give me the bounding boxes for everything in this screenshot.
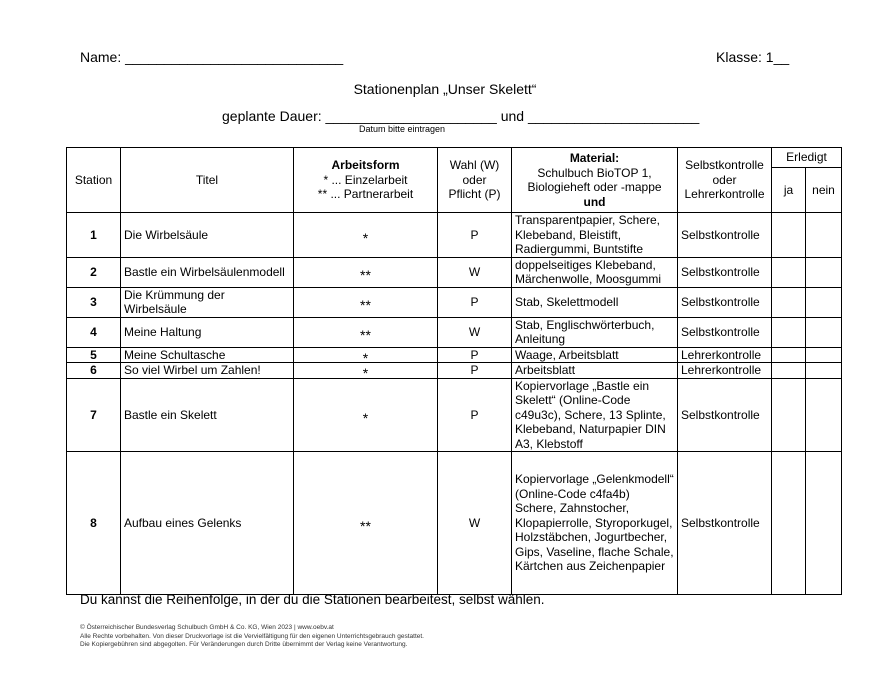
material-cell: Stab, Englischwörterbuch, Anleitung	[512, 317, 678, 347]
work-form-cell	[294, 257, 438, 287]
material-cell: Transparentpapier, Schere, Klebeband, Bleistift, Radiergummi, Buntstifte	[512, 213, 678, 258]
choice-cell: W	[438, 257, 512, 287]
header-yes: ja	[772, 168, 806, 213]
work-form-stars: **	[360, 517, 371, 534]
header-material-line: Biologieheft oder -mappe	[527, 180, 662, 194]
done-yes-cell[interactable]	[772, 363, 806, 379]
copyright-line: Die Kopiergebühren sind abgegolten. Für Veränderungen durch Dritte übernimmt der Verlag keine Verantwortung.	[80, 641, 408, 648]
work-form-cell	[294, 452, 438, 595]
station-number: 2	[67, 257, 121, 287]
done-no-cell[interactable]	[806, 452, 842, 595]
header-check-line: Lehrerkontrolle	[684, 187, 765, 202]
work-form-cell	[294, 213, 438, 258]
header-choice-line: Wahl (W)	[449, 158, 500, 173]
station-title: Bastle ein Wirbelsäulenmodell	[121, 257, 294, 287]
check-cell: Selbstkontrolle	[678, 452, 772, 595]
done-yes-cell[interactable]	[772, 317, 806, 347]
table-row	[67, 257, 842, 287]
choice-cell: P	[438, 363, 512, 379]
work-form-cell	[294, 317, 438, 347]
work-form-cell	[294, 347, 438, 366]
material-cell: doppelseitiges Klebeband, Märchenwolle, Moosgummi	[512, 257, 678, 287]
check-cell: Lehrerkontrolle	[678, 347, 772, 363]
header-material-line: Schulbuch BioTOP 1,	[537, 165, 652, 180]
choice-cell: P	[438, 287, 512, 317]
done-yes-cell[interactable]	[772, 287, 806, 317]
header-choice-line: oder	[462, 172, 487, 187]
done-no-cell[interactable]	[806, 287, 842, 317]
table-row	[67, 317, 842, 347]
material-cell: Stab, Skelettmodell	[512, 287, 678, 317]
work-form-stars: *	[362, 409, 369, 426]
class-field-label: Klasse: 1__	[716, 49, 790, 65]
choice-cell: P	[438, 213, 512, 258]
station-title: Meine Schultasche	[121, 347, 294, 363]
date-hint: Datum bitte eintragen	[359, 124, 446, 134]
station-number: 1	[67, 213, 121, 258]
work-form-cell	[294, 287, 438, 317]
work-form-stars: *	[362, 349, 369, 366]
material-cell: Arbeitsblatt	[512, 363, 678, 379]
station-title: Aufbau eines Gelenks	[121, 452, 294, 595]
work-form-stars: **	[360, 326, 371, 343]
header-done: Erledigt	[772, 148, 842, 168]
check-cell: Selbstkontrolle	[678, 257, 772, 287]
station-number: 7	[67, 378, 121, 452]
work-form-cell	[294, 363, 438, 379]
done-yes-cell[interactable]	[772, 257, 806, 287]
station-number: 4	[67, 317, 121, 347]
station-number: 8	[67, 452, 121, 595]
check-cell: Selbstkontrolle	[678, 317, 772, 347]
work-form-stars: **	[360, 296, 371, 313]
station-number: 5	[67, 347, 121, 363]
header-title: Titel	[121, 148, 294, 213]
station-plan-table	[66, 147, 842, 595]
table-row	[67, 452, 842, 595]
station-title: Meine Haltung	[121, 317, 294, 347]
name-field-label: Name: ____________________________	[80, 49, 344, 65]
work-form-stars: *	[362, 229, 369, 246]
station-title: Die Wirbelsäule	[121, 213, 294, 258]
station-title: Die Krümmung der Wirbelsäule	[121, 287, 294, 317]
header-material-line: und	[583, 194, 606, 209]
work-form-stars: *	[362, 365, 369, 381]
header-material	[512, 148, 678, 213]
header-check-line: Selbstkontrolle	[685, 158, 764, 173]
done-no-cell[interactable]	[806, 347, 842, 363]
header-work-form-single: * ... Einzelarbeit	[323, 172, 408, 187]
table-row	[67, 287, 842, 317]
page-title: Stationenplan „Unser Skelett“	[353, 81, 537, 97]
header-choice	[438, 148, 512, 213]
done-no-cell[interactable]	[806, 257, 842, 287]
table-row	[67, 363, 842, 379]
work-form-stars: **	[360, 266, 371, 283]
done-yes-cell[interactable]	[772, 452, 806, 595]
copyright-line: © Österreichischer Bundesverlag Schulbuch GmbH & Co. KG, Wien 2023 | www.oebv.at	[80, 624, 334, 631]
station-title: Bastle ein Skelett	[121, 378, 294, 452]
check-cell: Selbstkontrolle	[678, 287, 772, 317]
work-form-cell	[294, 378, 438, 452]
header-choice-line: Pflicht (P)	[448, 187, 501, 202]
header-work-form	[294, 148, 438, 213]
done-no-cell[interactable]	[806, 363, 842, 379]
header-station: Station	[67, 148, 121, 213]
station-number: 6	[67, 363, 121, 379]
header-work-form-title: Arbeitsform	[331, 158, 400, 173]
done-yes-cell[interactable]	[772, 347, 806, 363]
done-no-cell[interactable]	[806, 317, 842, 347]
table-row	[67, 378, 842, 452]
done-yes-cell[interactable]	[772, 213, 806, 258]
material-cell: Kopiervorlage „Bastle ein Skelett“ (Online-Code c49u3c), Schere, 13 Splinte, Klebeband, Naturpapier DIN A3, Klebstoff	[512, 378, 678, 452]
header-work-form-partner: ** ... Partnerarbeit	[317, 187, 414, 202]
check-cell: Selbstkontrolle	[678, 378, 772, 452]
material-cell: Kopiervorlage „Gelenkmodell“ (Online-Code c4fa4b) Schere, Zahnstocher, Klopapierrolle, Styroporkugel, Holzstäbchen, Jogurtbecher, Gips, Vaseline, flache Schale, Kärtchen aus Zeichenpapier	[512, 452, 678, 595]
check-cell: Selbstkontrolle	[678, 213, 772, 258]
header-no: nein	[806, 168, 842, 213]
choice-cell: P	[438, 347, 512, 363]
choice-cell: W	[438, 452, 512, 595]
station-title: So viel Wirbel um Zahlen!	[121, 363, 294, 379]
done-no-cell[interactable]	[806, 378, 842, 452]
header-check-line: oder	[712, 172, 737, 187]
station-number: 3	[67, 287, 121, 317]
done-no-cell[interactable]	[806, 213, 842, 258]
material-cell: Waage, Arbeitsblatt	[512, 347, 678, 363]
choice-cell: W	[438, 317, 512, 347]
choice-cell: P	[438, 378, 512, 452]
check-cell: Lehrerkontrolle	[678, 363, 772, 379]
header-check	[678, 148, 772, 213]
planned-duration-label: geplante Dauer: ______________________ und ______________________	[222, 108, 700, 124]
table-row	[67, 213, 842, 258]
done-yes-cell[interactable]	[772, 378, 806, 452]
order-note: Du kannst die Reihenfolge, in der du die Stationen bearbeitest, selbst wählen.	[80, 592, 545, 607]
table-row	[67, 347, 842, 363]
copyright-block	[80, 624, 424, 650]
copyright-line: Alle Rechte vorbehalten. Von dieser Druckvorlage ist die Vervielfältigung für den eigenen Unterrichtsgebrauch gestattet.	[80, 632, 424, 640]
header-material-line: Material:	[569, 151, 620, 165]
